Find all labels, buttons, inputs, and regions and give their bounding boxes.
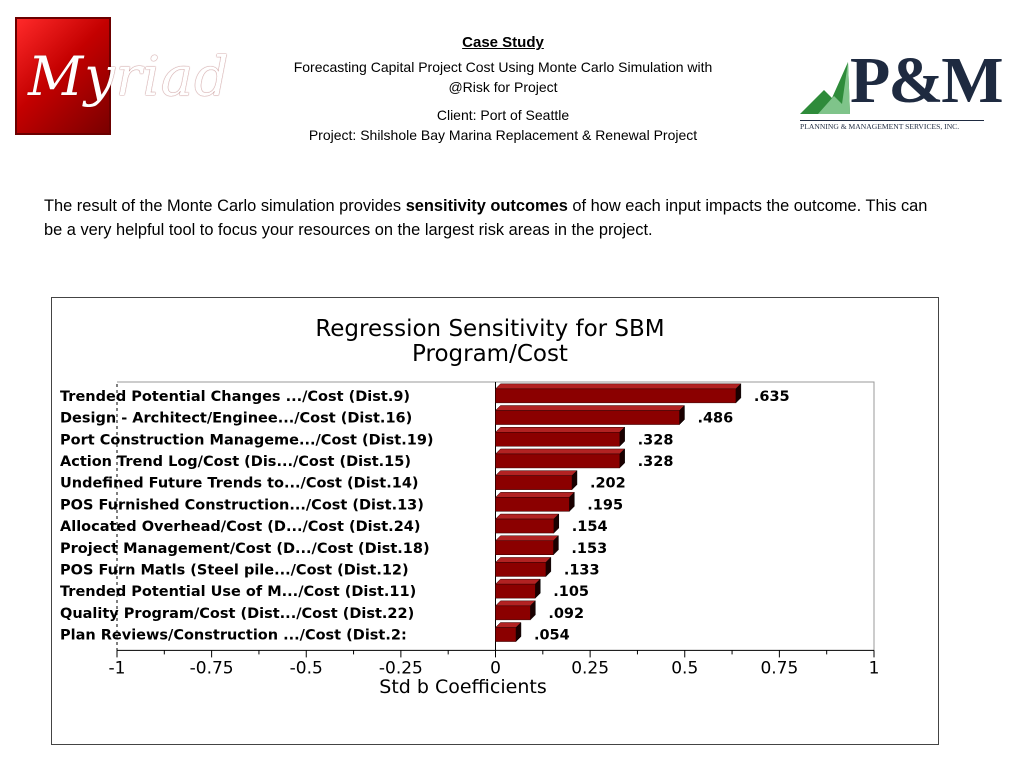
x-tick-label: 0.5 <box>671 658 699 679</box>
category-label: Plan Reviews/Construction .../Cost (Dist.2: <box>60 627 407 644</box>
category-label: Trended Potential Changes .../Cost (Dist.9) <box>60 388 411 405</box>
category-label: Quality Program/Cost (Dist.../Cost (Dist.22) <box>60 605 415 622</box>
x-tick-label: 0.75 <box>760 658 799 679</box>
category-label: Allocated Overhead/Cost (D.../Cost (Dist.24) <box>60 519 421 536</box>
category-label: Undefined Future Trends to.../Cost (Dist.14) <box>60 475 419 492</box>
intro-text-end: of how each input impacts the outcome. This can be a very helpful tool to focus your resources on the largest risk areas in the project. <box>44 197 928 239</box>
x-tick-label: 0 <box>490 658 501 679</box>
value-label: .092 <box>548 605 585 622</box>
category-label: Port Construction Manageme.../Cost (Dist.19) <box>60 432 434 449</box>
intro-paragraph <box>44 194 944 242</box>
header-client: Client: Port of Seattle <box>436 107 570 123</box>
bar-top-face <box>496 406 685 411</box>
category-label: POS Furn Matls (Steel pile.../Cost (Dist.12) <box>60 562 409 579</box>
bar-top-face <box>496 384 741 389</box>
chart-frame <box>51 297 939 745</box>
pm-logo-mark: P&M <box>850 44 1002 117</box>
bar <box>496 454 620 468</box>
bar <box>496 389 736 403</box>
category-label: Trended Potential Use of M.../Cost (Dist.11) <box>60 584 417 601</box>
bar-top-face <box>496 471 577 476</box>
bar-top-face <box>496 492 575 497</box>
header-project: Project: Shilshole Bay Marina Replacement & Renewal Project <box>308 127 698 143</box>
value-label: .153 <box>571 540 608 557</box>
x-tick-label: 0.25 <box>571 658 610 679</box>
x-tick-label: 1 <box>868 658 880 679</box>
x-tick-label: -0.25 <box>378 658 423 679</box>
bar-top-face <box>496 427 625 432</box>
bar <box>496 497 570 511</box>
category-label: Project Management/Cost (D.../Cost (Dist.18) <box>60 540 430 557</box>
myriad-logo-text: Myriad <box>28 45 230 108</box>
bar <box>496 432 620 446</box>
value-label: .635 <box>753 388 790 405</box>
bar-top-face <box>496 579 541 584</box>
x-tick-label: -1 <box>108 658 126 679</box>
header-line-1: Forecasting Capital Project Cost Using Monte Carlo Simulation with <box>293 59 713 75</box>
bar <box>496 411 680 425</box>
value-label: .195 <box>587 497 624 514</box>
bar <box>496 628 516 642</box>
bar <box>496 584 536 598</box>
intro-bold-phrase: sensitivity outcomes <box>405 197 568 215</box>
x-tick-label: -0.75 <box>189 658 234 679</box>
value-label: .486 <box>697 410 734 427</box>
bar-top-face <box>496 536 559 541</box>
chart-title-line-1: Regression Sensitivity for SBM <box>315 316 665 342</box>
category-label: Design - Architect/Enginee.../Cost (Dist.16) <box>60 410 413 427</box>
value-label: .054 <box>533 627 570 644</box>
bar-top-face <box>496 449 625 454</box>
bar <box>496 541 554 555</box>
chart-title-line-2: Program/Cost <box>412 341 568 367</box>
bar-top-face <box>496 514 559 519</box>
bar-top-face <box>496 601 536 606</box>
value-label: .328 <box>637 453 674 470</box>
value-label: .105 <box>553 584 590 601</box>
value-label: .328 <box>637 432 674 449</box>
value-label: .202 <box>589 475 626 492</box>
chart-x-axis-label: Std b Coefficients <box>379 676 547 698</box>
intro-text-start: The result of the Monte Carlo simulation provides <box>44 197 406 215</box>
regression-sensitivity-chart <box>52 298 938 744</box>
category-label: Action Trend Log/Cost (Dis.../Cost (Dist.15) <box>60 453 411 470</box>
case-study-header <box>220 33 786 145</box>
pm-logo-subtitle: PLANNING & MANAGEMENT SERVICES, INC. <box>800 120 984 131</box>
bar <box>496 562 546 576</box>
header-line-2: @Risk for Project <box>448 79 558 95</box>
bar <box>496 519 554 533</box>
bar-top-face <box>496 557 551 562</box>
category-label: POS Furnished Construction.../Cost (Dist.13) <box>60 497 424 514</box>
bar <box>496 606 531 620</box>
value-label: .133 <box>563 562 600 579</box>
value-label: .154 <box>571 519 608 536</box>
x-tick-label: -0.5 <box>289 658 323 679</box>
case-study-title: Case Study <box>462 34 544 51</box>
bar <box>496 476 572 490</box>
